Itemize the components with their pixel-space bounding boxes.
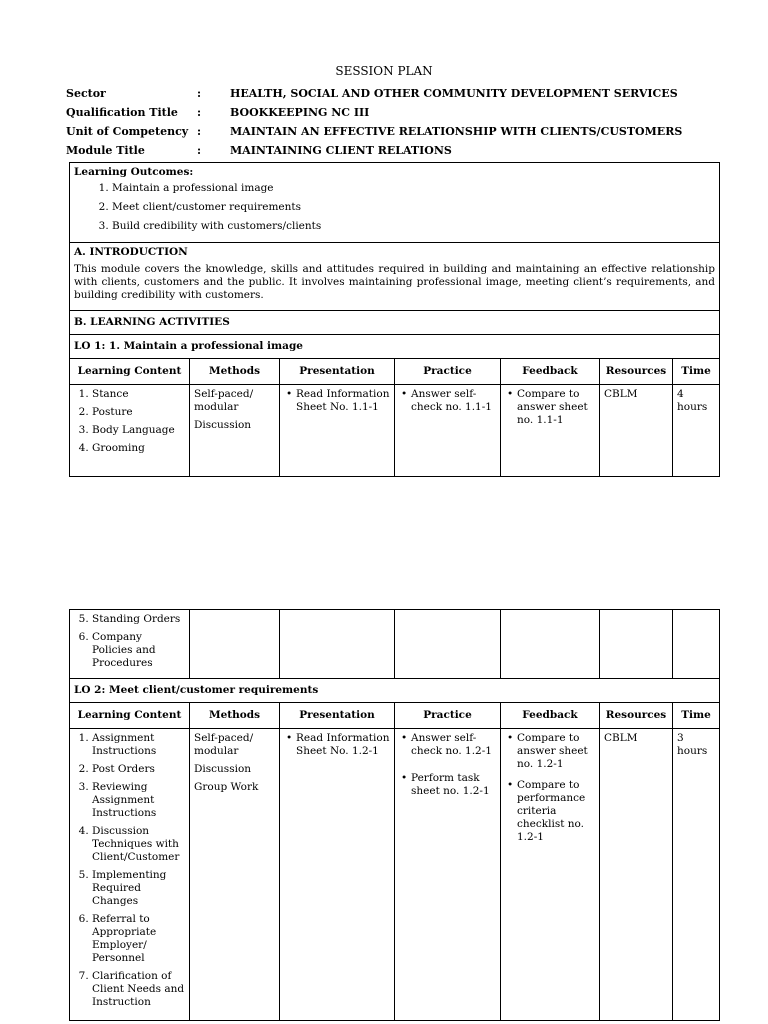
table-row bbox=[70, 385, 720, 477]
lo1-cont-content-cell bbox=[70, 610, 190, 679]
table-header-row bbox=[70, 359, 720, 385]
meta-value: MAINTAIN AN EFFECTIVE RELATIONSHIP WITH CLIENTS/CUSTOMERS bbox=[230, 125, 683, 138]
lo1-time-cell: 4 hours bbox=[673, 385, 720, 477]
header-resources: Resources bbox=[600, 359, 673, 385]
lo2-practice-cell bbox=[395, 729, 501, 1021]
header-practice: Practice bbox=[395, 703, 501, 729]
lo2-heading: LO 2: Meet client/customer requirements bbox=[70, 679, 720, 703]
header-practice: Practice bbox=[395, 359, 501, 385]
list-item: 2. Post Orders bbox=[92, 763, 185, 776]
empty-cell bbox=[501, 610, 600, 679]
header-resources: Resources bbox=[600, 703, 673, 729]
header-feedback: Feedback bbox=[501, 703, 600, 729]
empty-cell bbox=[600, 610, 673, 679]
meta-label: Module Title bbox=[66, 144, 145, 157]
header-methods: Methods bbox=[190, 359, 280, 385]
lo2-feedback-cell bbox=[501, 729, 600, 1021]
lo1-presentation-cell bbox=[280, 385, 395, 477]
header-presentation: Presentation bbox=[280, 703, 395, 729]
list-item: 5. Standing Orders bbox=[92, 613, 185, 626]
list-item: 5. Implementing Required Changes bbox=[92, 869, 185, 908]
session-plan-table-1 bbox=[69, 162, 720, 477]
list-item: • Compare to answer sheet no. 1.2-1 bbox=[517, 732, 595, 771]
method-item: Self-paced/ modular bbox=[194, 732, 254, 757]
lo2-content-cell bbox=[70, 729, 190, 1021]
lo1-feedback-cell bbox=[501, 385, 600, 477]
introduction-text: This module covers the knowledge, skills and attitudes required in building and maintaining an effective relationship with clients, customers and the public. It involves maintaining professional image, meeting client’s requirements, and building credibility with customers. bbox=[74, 263, 716, 301]
learning-outcomes-heading: Learning Outcomes: bbox=[74, 166, 194, 178]
meta-colon: : bbox=[197, 87, 202, 100]
lo2-resources-cell: CBLM bbox=[600, 729, 673, 1021]
lo1-resources-cell: CBLM bbox=[600, 385, 673, 477]
empty-cell bbox=[190, 610, 280, 679]
list-item: 2. Meet client/customer requirements bbox=[112, 201, 715, 214]
list-item: • Answer self-check no. 1.2-1 bbox=[411, 732, 496, 758]
meta-value: HEALTH, SOCIAL AND OTHER COMMUNITY DEVELOPMENT SERVICES bbox=[230, 87, 678, 100]
method-item: Discussion bbox=[194, 763, 252, 775]
meta-label: Qualification Title bbox=[66, 106, 178, 119]
list-item: 7. Clarification of Client Needs and Instruction bbox=[92, 970, 185, 1009]
list-item: • Read Information Sheet No. 1.2-1 bbox=[296, 732, 390, 758]
header-presentation: Presentation bbox=[280, 359, 395, 385]
method-item: Self-paced/ modular bbox=[194, 388, 254, 413]
header-feedback: Feedback bbox=[501, 359, 600, 385]
lo1-heading: LO 1: 1. Maintain a professional image bbox=[70, 335, 720, 359]
list-item: 3. Build credibility with customers/clients bbox=[112, 220, 715, 233]
list-item: • Read Information Sheet No. 1.1-1 bbox=[296, 388, 390, 414]
empty-cell bbox=[673, 610, 720, 679]
introduction-heading: A. INTRODUCTION bbox=[74, 246, 188, 258]
list-item: 4. Grooming bbox=[92, 442, 185, 455]
header-methods: Methods bbox=[190, 703, 280, 729]
table-row bbox=[70, 729, 720, 1021]
lo2-presentation-cell bbox=[280, 729, 395, 1021]
list-item: 3. Reviewing Assignment Instructions bbox=[92, 781, 185, 820]
empty-cell bbox=[395, 610, 501, 679]
header-learning-content: Learning Content bbox=[70, 359, 190, 385]
meta-colon: : bbox=[197, 144, 202, 157]
list-item: 1. Assignment Instructions bbox=[92, 732, 185, 758]
empty-cell bbox=[280, 610, 395, 679]
list-item: • Perform task sheet no. 1.2-1 bbox=[411, 772, 496, 798]
meta-value: BOOKKEEPING NC III bbox=[230, 106, 370, 119]
header-time: Time bbox=[673, 359, 720, 385]
list-item: • Answer self-check no. 1.1-1 bbox=[411, 388, 496, 414]
list-item: 6. Company Policies and Procedures bbox=[92, 631, 185, 670]
list-item: • Compare to performance criteria checklist no. 1.2-1 bbox=[517, 779, 595, 844]
learning-activities-heading: B. LEARNING ACTIVITIES bbox=[70, 311, 720, 335]
table-row bbox=[70, 610, 720, 679]
method-item: Discussion bbox=[194, 419, 252, 431]
table-header-row bbox=[70, 703, 720, 729]
method-item: Group Work bbox=[194, 781, 259, 793]
list-item: 2. Posture bbox=[92, 406, 185, 419]
meta-colon: : bbox=[197, 125, 202, 138]
meta-colon: : bbox=[197, 106, 202, 119]
list-item: 1. Maintain a professional image bbox=[112, 182, 715, 195]
lo2-methods-cell bbox=[190, 729, 280, 1021]
meta-label: Unit of Competency bbox=[66, 125, 189, 138]
lo1-practice-cell bbox=[395, 385, 501, 477]
meta-label: Sector bbox=[66, 87, 106, 100]
meta-value: MAINTAINING CLIENT RELATIONS bbox=[230, 144, 452, 157]
list-item: • Compare to answer sheet no. 1.1-1 bbox=[517, 388, 595, 427]
list-item: 4. Discussion Techniques with Client/Customer bbox=[92, 825, 185, 864]
lo2-time-cell: 3 hours bbox=[673, 729, 720, 1021]
lo1-content-cell bbox=[70, 385, 190, 477]
session-plan-table-2 bbox=[69, 609, 720, 1021]
header-time: Time bbox=[673, 703, 720, 729]
header-learning-content: Learning Content bbox=[70, 703, 190, 729]
introduction-section bbox=[70, 243, 720, 311]
learning-outcomes bbox=[70, 163, 720, 243]
page-title: SESSION PLAN bbox=[335, 64, 433, 78]
lo1-methods-cell bbox=[190, 385, 280, 477]
list-item: 3. Body Language bbox=[92, 424, 185, 437]
list-item: 6. Referral to Appropriate Employer/ Personnel bbox=[92, 913, 185, 965]
list-item: 1. Stance bbox=[92, 388, 185, 401]
